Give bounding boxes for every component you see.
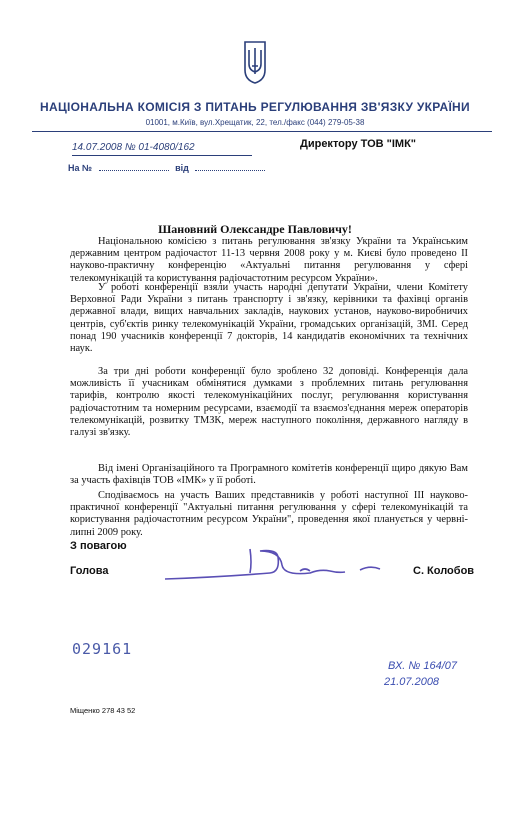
- body-paragraph-1: [70, 236, 468, 285]
- executor-footer: Міщенко 278 43 52: [70, 706, 136, 715]
- stamp-number: 029161: [72, 640, 133, 658]
- na-label: На №: [68, 163, 93, 173]
- body-paragraph-3: [70, 366, 468, 439]
- paragraph-text: Від імені Організаційного та Програмного комітетів конференції щиро дякую Вам за участь фахівців ТОВ «ІМК» у її роботі.: [70, 463, 468, 487]
- salutation: Шановний Олександре Павловичу!: [158, 222, 352, 236]
- reference-line: [68, 163, 265, 173]
- body-paragraph-2: [70, 282, 468, 355]
- incoming-number: ВХ. № 164/07: [388, 660, 458, 672]
- organization-address: 01001, м.Київ, вул.Хрещатик, 22, тел./факс (044) 279-05-38: [145, 118, 365, 127]
- closing-regards: З повагою: [70, 540, 127, 552]
- paragraph-text: За три дні роботи конференції було зроблено 32 доповіді. Конференція дала можливість її учасникам обмінятися думками з проблемних питань регулювання тарифів, контролю якості телекомунікаційних послуг, регулювання користування радіочастотним та номерним ресурсами, взаємодії та взаємоз'єднання мереж операторів телекомунікацій, розвитку ТМЗК, мереж наступного покоління, державного нагляду в галузі зв'язку.: [70, 366, 468, 439]
- recipient: Директору ТОВ "ІМК": [300, 138, 417, 150]
- paragraph-text: Сподіваємось на участь Ваших представників у роботі наступної ІІІ науково-практичної конференції "Актуальні питання регулювання у сфері телекомунікацій та користування радіочастотним ресурсом України", проведення якої планується у червні-липні 2009 року.: [70, 490, 468, 538]
- signer-title: Голова: [70, 565, 109, 577]
- paragraph-text: У роботі конференції взяли участь народні депутати України, члени Комітету Верховної Ради України з питань транспорту і зв'язку, керівники та фахівці органів державної влади, вищих навчальних закладів, наукових установ, науково-виробничих центрів, суб'єктів ринку телекомунікацій України, громадських організацій, ЗМІ. Серед понад 190 учасників конференції 7 докторів, 14 кандидатів економічних та технічних наук.: [70, 282, 468, 355]
- outgoing-number: 14.07.2008 № 01-4080/162: [72, 142, 195, 153]
- outgoing-underline: [72, 155, 252, 156]
- signature: [160, 543, 400, 588]
- body-paragraph-5: [70, 490, 468, 539]
- trident-emblem-icon: [243, 40, 267, 84]
- paragraph-text: Національною комісією з питань регулювання зв'язку України та Українським державним центром радіочастот 11-13 червня 2008 року у м. Києві було проведено ІІ науково-практичну конференцію «Актуальні питання регулювання у сфері телекомунікацій та користування радіочастотним ресурсом України».: [70, 236, 468, 284]
- letterhead-divider: [32, 131, 492, 132]
- incoming-date: 21.07.2008: [384, 676, 440, 688]
- body-paragraph-4: [70, 463, 468, 487]
- organization-name: НАЦІОНАЛЬНА КОМІСІЯ З ПИТАНЬ РЕГУЛЮВАННЯ ЗВ'ЯЗКУ УКРАЇНИ: [40, 100, 470, 114]
- signer-name: С. Колобов: [413, 565, 475, 577]
- vid-label: від: [175, 163, 189, 173]
